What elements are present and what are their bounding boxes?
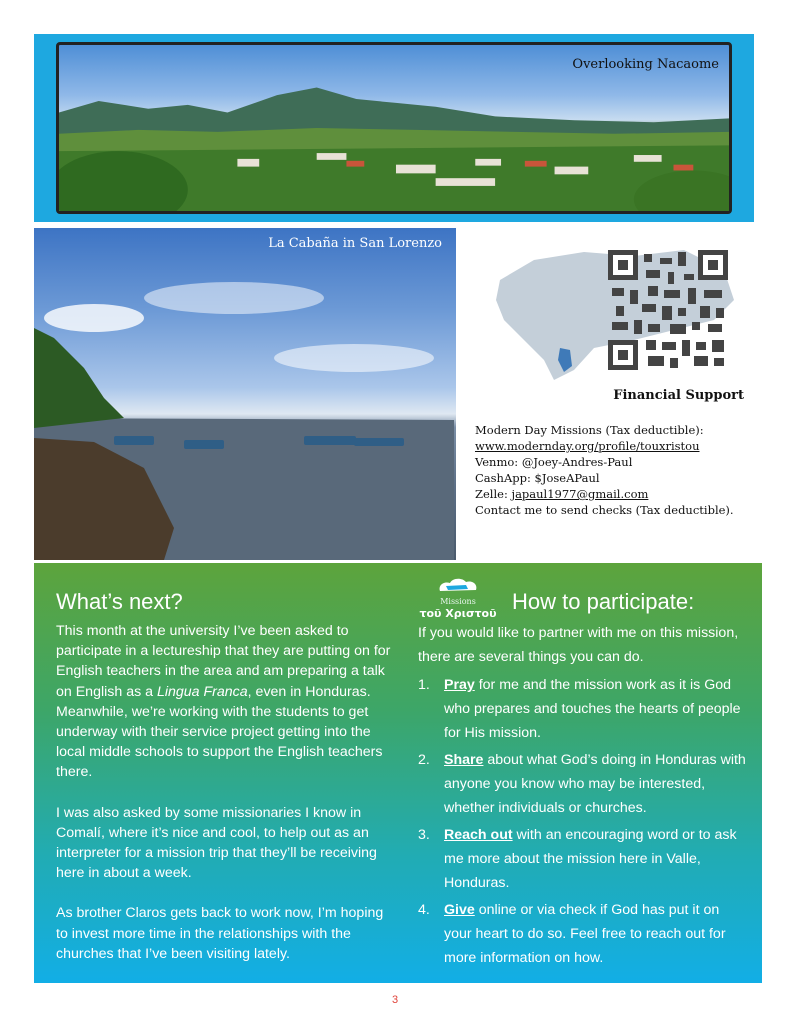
- step-pray: 1. Pray for me and the mission work as it is God who prepares and touches the hearts of people for His mission.: [418, 677, 741, 741]
- venmo-line: Venmo: @Joey-Andres-Paul: [475, 455, 633, 469]
- missions-logo: [418, 577, 498, 627]
- financial-support-panel: [474, 230, 754, 560]
- lake-illustration: [34, 228, 456, 560]
- share-link[interactable]: Share: [444, 752, 484, 768]
- news-section: [34, 563, 762, 983]
- checks-line: Contact me to send checks (Tax deductible).: [475, 503, 734, 517]
- page-number: 3: [391, 994, 399, 1006]
- whats-next-paragraph-2: I was also asked by some missionaries I know in Comalí, where it’s nice and cool, to help out as an interpreter for a mission trip that they’ll be receiving here in about a week.: [56, 804, 377, 882]
- honduras-cloud-icon: [436, 577, 480, 597]
- participate-column: [418, 589, 748, 973]
- zelle-email-link[interactable]: japaul1977@gmail.com: [511, 487, 649, 501]
- whats-next-title: What’s next?: [56, 589, 183, 614]
- lingua-franca-emphasis: Lingua Franca: [156, 683, 248, 700]
- qr-code-icon[interactable]: [608, 250, 728, 370]
- lake-photo: [34, 228, 456, 560]
- step-give: 4. Give online or via check if God has put it on your heart to do so. Feel free to reach out for more information on how.: [418, 902, 726, 966]
- financial-support-heading: Financial Support: [613, 388, 744, 403]
- reach-out-link[interactable]: Reach out: [444, 827, 513, 843]
- modern-day-missions-line: Modern Day Missions (Tax deductible):: [475, 423, 704, 437]
- logo-greek-text: τοῦ Χριστοῦ: [419, 607, 497, 620]
- whats-next-paragraph-1: This month at the university I’ve been asked to participate in a lectureship that they are putting on for English teachers in the area and am preparing a talk on English as a Lingua Franca, even in Honduras. Meanwhile, we’re working with the students to get underway with their service project getting into the local middle schools to support the English teachers there.: [56, 623, 391, 781]
- banner-caption: Overlooking Nacaome: [572, 57, 719, 72]
- lake-caption: La Cabaña in San Lorenzo: [268, 236, 442, 251]
- financial-support-details: [475, 422, 734, 518]
- participate-steps: [418, 673, 748, 970]
- nacaome-landscape-photo: [56, 42, 732, 214]
- give-link[interactable]: Give: [444, 902, 475, 918]
- pray-link[interactable]: Pray: [444, 677, 475, 693]
- zelle-label: Zelle:: [475, 487, 512, 501]
- step-reach-out: 3. Reach out with an encouraging word or to ask me more about the mission here in Valle, Honduras.: [418, 827, 737, 891]
- step-share: 2. Share about what God’s doing in Honduras with anyone you know who may be interested, whether individuals or churches.: [418, 752, 746, 816]
- participate-intro: If you would like to partner with me on this mission, there are several things you can do.: [418, 625, 739, 665]
- modern-day-profile-link[interactable]: www.modernday.org/profile/touxristou: [475, 439, 700, 453]
- logo-missions-text: Missions: [440, 597, 476, 606]
- how-to-participate-title: How to participate:: [512, 589, 695, 614]
- whats-next-paragraph-3: As brother Claros gets back to work now, I’m hoping to invest more time in the relationships with the churches that I’ve been visiting lately.: [56, 905, 384, 962]
- top-photo-banner: [34, 34, 754, 222]
- cashapp-line: CashApp: $JoseAPaul: [475, 471, 600, 485]
- whats-next-column: [56, 589, 396, 964]
- zelle-line: [475, 486, 734, 502]
